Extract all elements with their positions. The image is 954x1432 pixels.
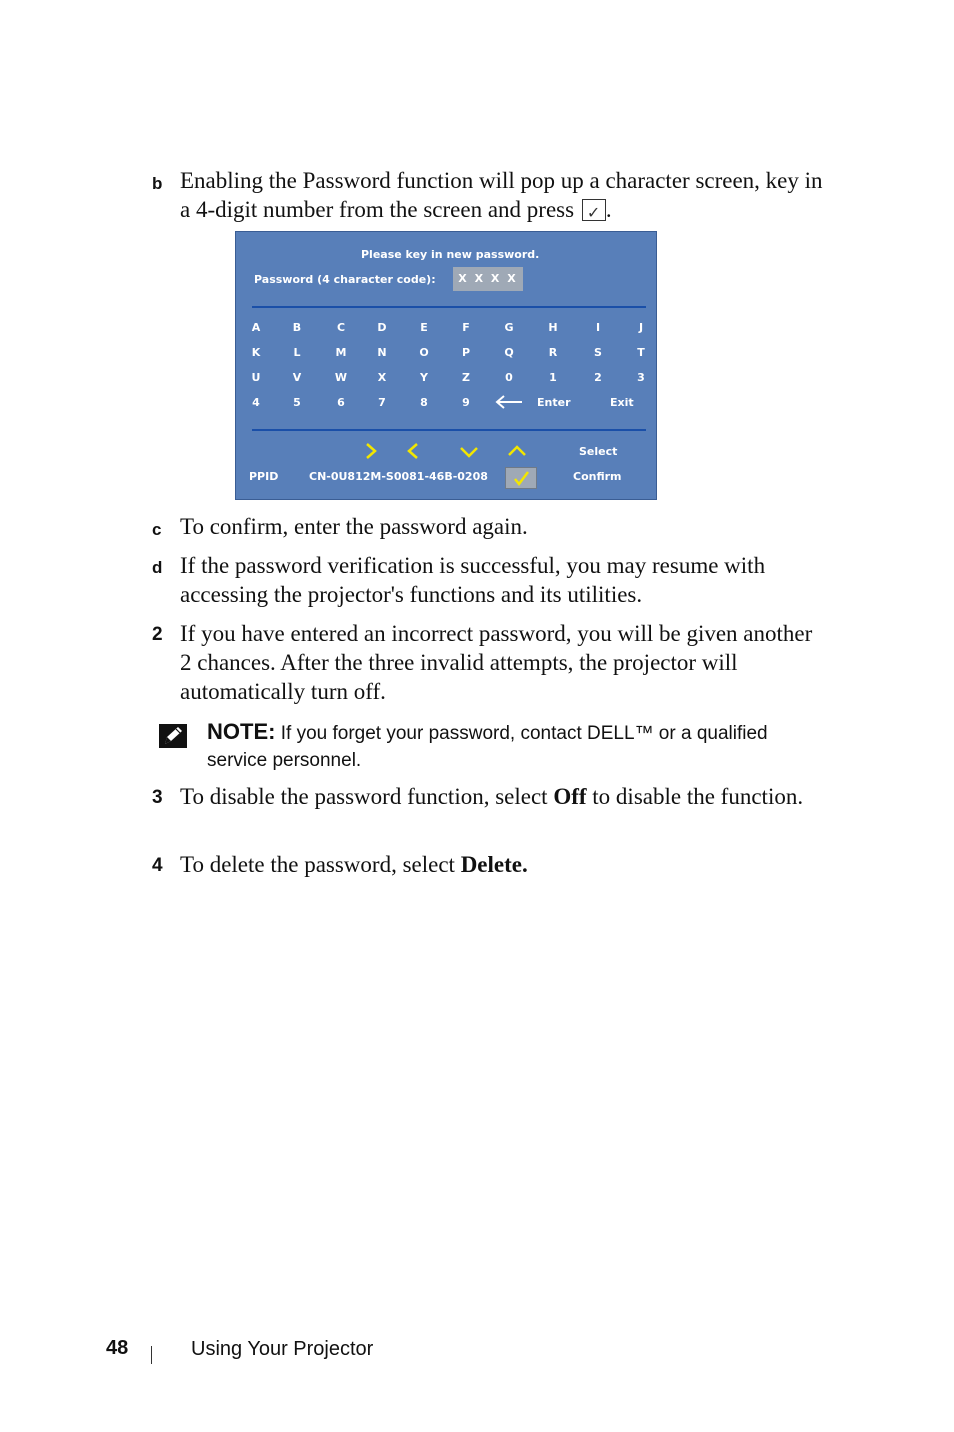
osd-title: Please key in new password. [361, 248, 540, 261]
osd-key-H: H [548, 321, 558, 334]
osd-key-5: 5 [293, 396, 301, 409]
osd-key-F: F [462, 321, 470, 334]
osd-ppid-label: PPID [249, 470, 279, 483]
step-marker: 3 [152, 787, 163, 808]
osd-key-J: J [638, 321, 644, 334]
osd-enter-key: Enter [537, 396, 571, 409]
arrow-right-icon [360, 440, 382, 462]
step-marker: c [152, 520, 162, 539]
note-pencil-icon [158, 723, 188, 749]
osd-key-E: E [420, 321, 428, 334]
step-marker: b [152, 174, 163, 193]
arrow-up-icon [506, 440, 528, 462]
step-text-bold: Delete. [460, 852, 528, 877]
step-text [180, 850, 825, 879]
osd-key-Y: Y [420, 371, 428, 384]
osd-divider [252, 306, 646, 308]
osd-code-label: Password (4 character code): [254, 273, 436, 286]
step-marker: 4 [152, 855, 163, 876]
osd-key-T: T [637, 346, 645, 359]
step-text-part: . [605, 197, 612, 222]
step-marker: 2 [152, 624, 163, 645]
osd-confirm-label: Confirm [573, 470, 622, 483]
step-text [180, 782, 825, 811]
osd-code-value: X X X X [453, 267, 523, 291]
osd-key-Q: Q [504, 346, 514, 359]
osd-key-O: O [419, 346, 429, 359]
step-text: To confirm, enter the password again. [180, 514, 528, 539]
step-text-part: to disable the function. [586, 784, 804, 809]
osd-key-0: 0 [505, 371, 513, 384]
osd-key-P: P [461, 346, 471, 359]
osd-key-2: 2 [594, 371, 602, 384]
note-body: If you forget your password, contact DELL™ or a qualified service personnel. [207, 723, 768, 771]
osd-select-label: Select [579, 445, 618, 458]
osd-ppid-value: CN-0U812M-S0081-46B-0208 [309, 470, 488, 483]
password-osd-screenshot [235, 231, 657, 500]
osd-key-D: D [377, 321, 387, 334]
step-text-part: To delete the password, select [180, 852, 461, 877]
osd-key-L: L [293, 346, 301, 359]
osd-key-I: I [595, 321, 601, 334]
checkmark-icon [506, 468, 536, 488]
step-marker: d [152, 558, 163, 577]
step-text: If the password verification is successful, you may resume with accessing the projector's functions and its utilities. [180, 553, 766, 607]
osd-key-3: 3 [637, 371, 645, 384]
osd-key-K: K [251, 346, 261, 359]
footer-separator [151, 1346, 152, 1364]
osd-exit-key: Exit [610, 396, 634, 409]
osd-key-Z: Z [462, 371, 470, 384]
osd-key-W: W [334, 371, 348, 384]
osd-key-A: A [251, 321, 261, 334]
osd-key-9: 9 [462, 396, 470, 409]
note-label: NOTE: [207, 719, 276, 744]
osd-confirm-box [505, 467, 537, 489]
arrow-left-icon [402, 440, 424, 462]
osd-key-C: C [336, 321, 346, 334]
osd-key-7: 7 [378, 396, 386, 409]
note [207, 718, 827, 774]
step-text-part: To disable the password function, select [180, 784, 554, 809]
step-text: If you have entered an incorrect password, you will be given another 2 chances. After the three invalid attempts, the projector will automatically turn off. [180, 621, 813, 704]
arrow-down-icon [458, 441, 480, 463]
backspace-arrow-icon [494, 392, 524, 412]
step-text-bold: Off [553, 784, 587, 809]
page-number: 48 [106, 1337, 129, 1359]
osd-key-B: B [292, 321, 302, 334]
osd-key-V: V [292, 371, 302, 384]
osd-key-G: G [504, 321, 514, 334]
osd-divider [252, 429, 646, 431]
osd-key-U: U [251, 371, 261, 384]
footer-section-title: Using Your Projector [191, 1338, 374, 1360]
osd-key-N: N [377, 346, 387, 359]
osd-key-M: M [335, 346, 347, 359]
step-text-part: Enabling the Password function will pop up a character screen, key in a 4-digit number from the screen and press [180, 168, 823, 222]
osd-key-8: 8 [420, 396, 428, 409]
osd-key-6: 6 [337, 396, 345, 409]
osd-key-R: R [548, 346, 558, 359]
osd-key-4: 4 [252, 396, 260, 409]
step-text [180, 166, 825, 224]
checkmark-icon [582, 199, 606, 221]
osd-key-S: S [594, 346, 602, 359]
osd-key-X: X [377, 371, 387, 384]
osd-key-1: 1 [549, 371, 557, 384]
